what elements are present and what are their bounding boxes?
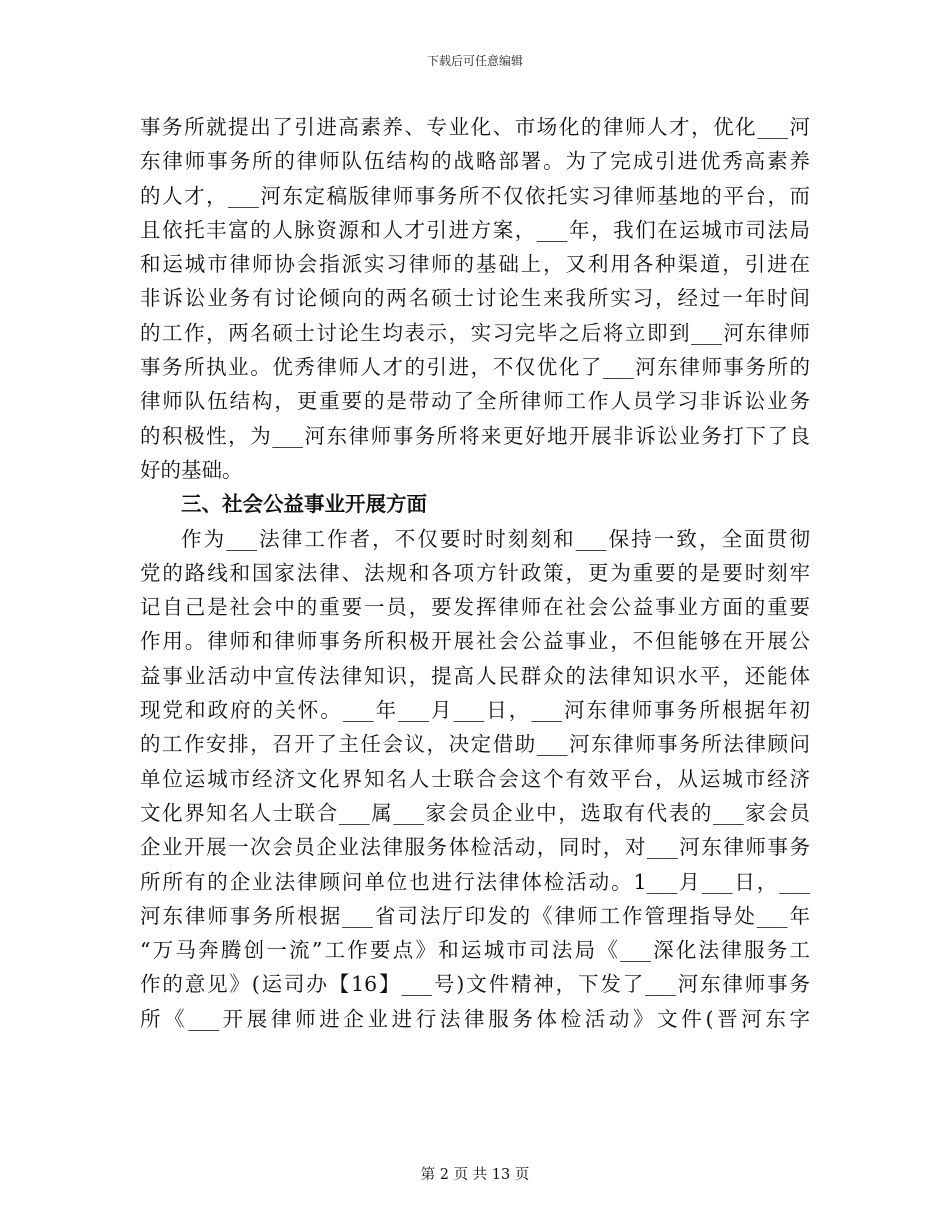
body-line: 河东律师事务所根据___省司法厅印发的《律师工作管理指导处___年: [140, 903, 810, 928]
page-number: 第 2 页 共 13 页: [420, 1167, 530, 1183]
body-line: 益事业活动中宣传法律知识，提高人民群众的法律知识水平，还能体: [140, 663, 810, 688]
document-body: [140, 110, 810, 1036]
paragraph-first-line: 作为___法律工作者，不仅要时时刻刻和___保持一致，全面贯彻: [181, 526, 810, 551]
body-line: 文化界知名人士联合___属___家会员企业中，选取有代表的___家会员: [140, 800, 810, 825]
body-line: 的人才，___河东定稿版律师事务所不仅依托实习律师基地的平台，而: [140, 183, 810, 208]
body-line: 作用。律师和律师事务所积极开展社会公益事业，不但能够在开展公: [140, 629, 810, 654]
body-line: 律师队伍结构，更重要的是带动了全所律师工作人员学习非诉讼业务: [140, 389, 810, 414]
body-line: 所所有的企业法律顾问单位也进行法律体检活动。1___月___日，___: [140, 869, 810, 894]
body-line: 的工作安排，召开了主任会议，决定借助___河东律师事务所法律顾问: [140, 732, 810, 757]
section-heading: 三、社会公益事业开展方面: [181, 492, 427, 517]
page-header: 下载后可任意编辑: [426, 54, 523, 68]
body-line: 党的路线和国家法律、法规和各项方针政策，更为重要的是要时刻牢: [140, 560, 810, 585]
body-line: “万马奔腾创一流”工作要点》和运城市司法局《___深化法律服务工: [140, 938, 810, 963]
body-line: 和运城市律师协会指派实习律师的基础上，又利用各种渠道，引进在: [140, 252, 810, 277]
body-line: 企业开展一次会员企业法律服务体检活动，同时，对___河东律师事务: [140, 835, 810, 860]
body-line: 事务所就提出了引进高素养、专业化、市场化的律师人才，优化___河: [140, 115, 810, 139]
body-line: 东律师事务所的律师队伍结构的战略部署。为了完成引进优秀高素养: [140, 149, 810, 174]
body-line: 所《___开展律师进企业进行法律服务体检活动》文件(晋河东字: [140, 1006, 810, 1031]
body-line: 且依托丰富的人脉资源和人才引进方案，___年，我们在运城市司法局: [140, 217, 810, 242]
body-line: 的工作，两名硕士讨论生均表示，实习完毕之后将立即到___河东律师: [140, 320, 810, 345]
body-line: 的积极性，为___河东律师事务所将来更好地开展非诉讼业务打下了良: [140, 423, 810, 448]
body-line: 单位运城市经济文化界知名人士联合会这个有效平台，从运城市经济: [140, 766, 810, 791]
body-line: 事务所执业。优秀律师人才的引进，不仅优化了___河东律师事务所的: [140, 355, 810, 380]
body-line: 非诉讼业务有讨论倾向的两名硕士讨论生来我所实习，经过一年时间: [140, 286, 810, 311]
body-line: 作的意见》(运司办【16】___号)文件精神，下发了___河东律师事务: [140, 972, 810, 997]
body-line-last: 好的基础。: [140, 457, 243, 482]
body-line: 现党和政府的关怀。___年___月___日，___河东律师事务所根据年初: [140, 698, 810, 723]
body-line: 记自己是社会中的重要一员，要发挥律师在社会公益事业方面的重要: [140, 595, 810, 620]
